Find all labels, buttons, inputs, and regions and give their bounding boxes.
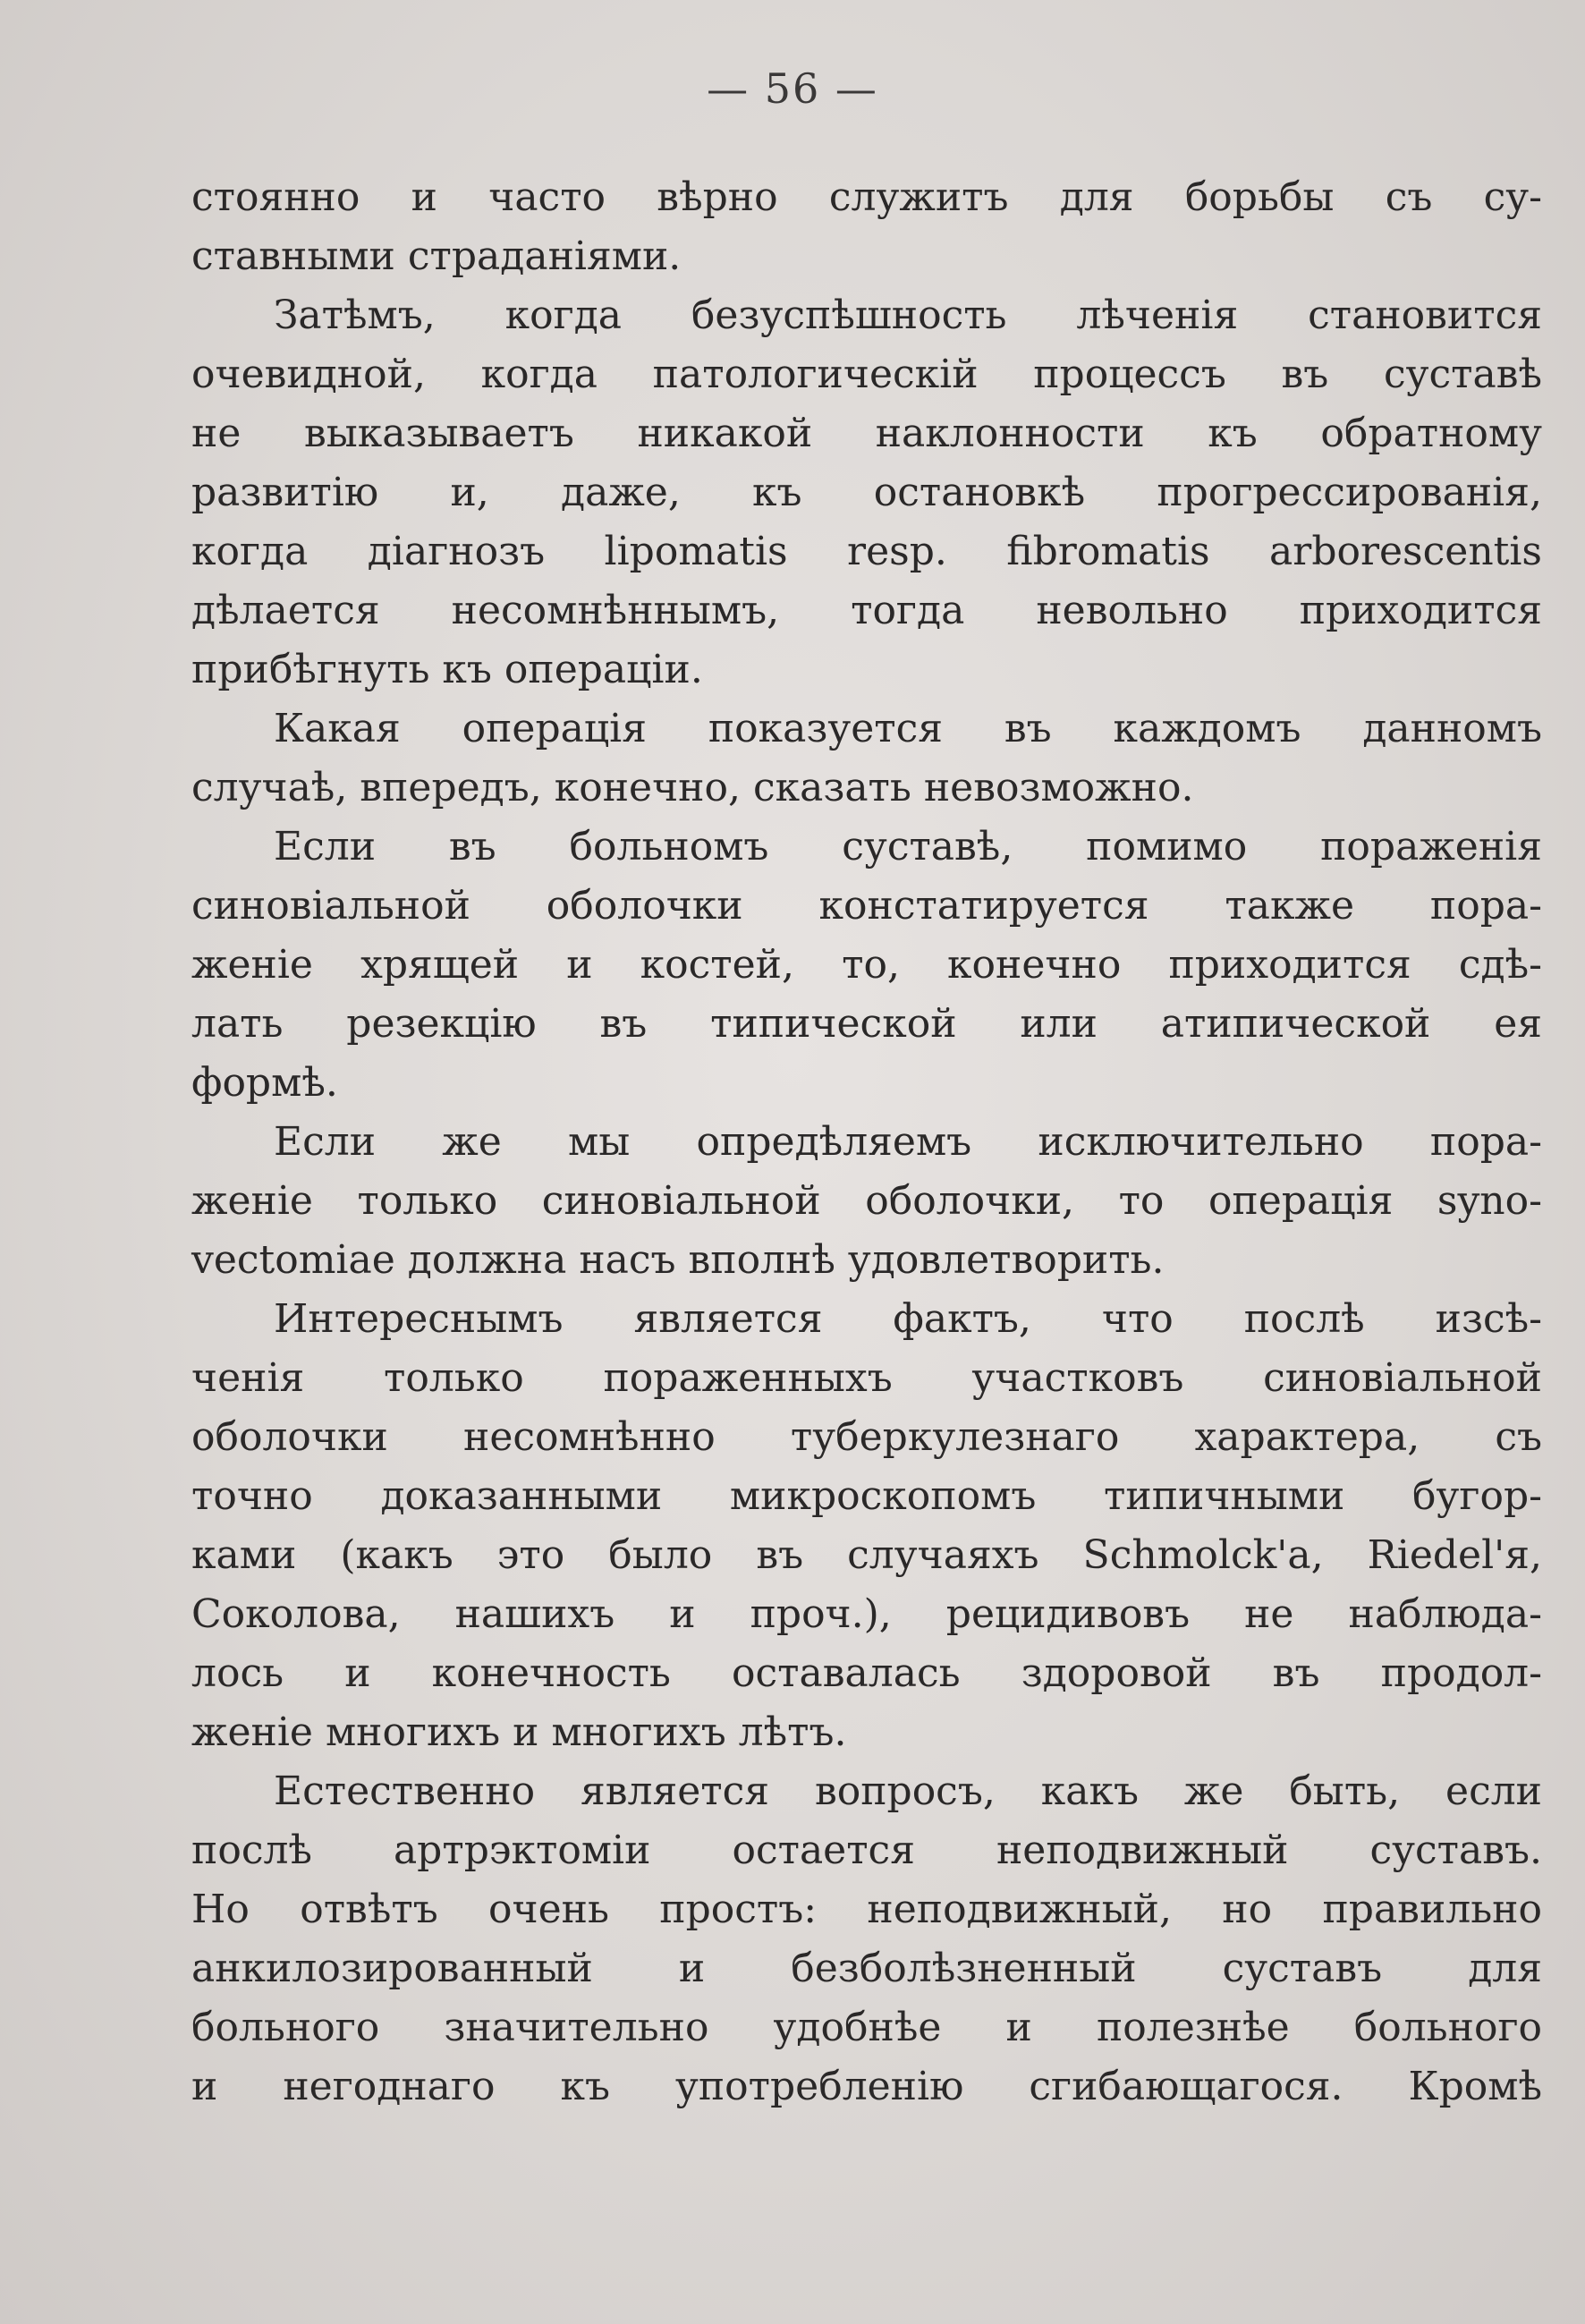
text-line: когда діагнозъ lipomatis resp. fibromatis arborescentis — [191, 529, 1542, 574]
text-line: анкилозированный и безболѣзненный суставъ для — [191, 1946, 1542, 1991]
text-line: Но отвѣтъ очень простъ: неподвижный, но правильно — [191, 1887, 1542, 1932]
text-line: Затѣмъ, когда безуспѣшность лѣченія становится — [274, 293, 1542, 338]
text-line: формѣ. — [191, 1060, 338, 1106]
text-line: vectomiae должна насъ вполнѣ удовлетворить. — [191, 1237, 1165, 1283]
body-text — [191, 168, 1542, 2116]
text-line: Соколова, нашихъ и проч.), рецидивовъ не наблюда- — [191, 1591, 1542, 1637]
text-line: Если въ больномъ суставѣ, помимо пораженія — [274, 824, 1542, 869]
text-line: прибѣгнуть къ операціи. — [191, 647, 703, 692]
page-number: — 56 — — [707, 64, 878, 113]
text-line: развитію и, даже, къ остановкѣ прогрессированія, — [191, 470, 1542, 515]
text-line: больного значительно удобнѣе и полезнѣе больного — [191, 2005, 1542, 2050]
text-line: лать резекцію въ типической или атипической ея — [191, 1001, 1542, 1047]
text-line: женіе хрящей и костей, то, конечно приходится сдѣ- — [191, 942, 1542, 988]
text-line: дѣлается несомнѣннымъ, тогда невольно приходится — [191, 588, 1542, 633]
text-line: послѣ артрэктоміи остается неподвижный суставъ. — [191, 1828, 1542, 1873]
text-line: женіе только синовіальной оболочки, то операція syno- — [191, 1178, 1542, 1224]
text-line: точно доказанными микроскопомъ типичными бугор- — [191, 1473, 1542, 1519]
text-line: стоянно и часто вѣрно служитъ для борьбы съ су- — [191, 174, 1542, 220]
text-line: очевидной, когда патологическій процессъ въ суставѣ — [191, 352, 1542, 397]
text-line: Какая операція показуется въ каждомъ данномъ — [274, 706, 1542, 751]
text-line: женіе многихъ и многихъ лѣтъ. — [191, 1709, 847, 1755]
text-line: и негоднаго къ употребленію сгибающагося. Кромѣ — [191, 2064, 1542, 2109]
text-line: Если же мы опредѣляемъ исключительно пора- — [274, 1119, 1542, 1165]
text-line: лось и конечность оставалась здоровой въ продол- — [191, 1650, 1542, 1696]
text-line: Интереснымъ является фактъ, что послѣ изсѣ- — [274, 1296, 1542, 1342]
text-line: синовіальной оболочки констатируется также пора- — [191, 883, 1542, 929]
text-line: Естественно является вопросъ, какъ же быть, если — [274, 1768, 1542, 1814]
text-line: ставными страданіями. — [191, 233, 682, 279]
text-line: случаѣ, впередъ, конечно, сказать невозможно. — [191, 765, 1194, 810]
text-line: не выказываетъ никакой наклонности къ обратному — [191, 411, 1542, 456]
text-line: оболочки несомнѣнно туберкулезнаго характера, съ — [191, 1414, 1542, 1460]
text-line: ченія только пораженныхъ участковъ синовіальной — [191, 1355, 1542, 1401]
text-line: ками (какъ это было въ случаяхъ Schmolck'a, Riedel'я, — [191, 1532, 1542, 1578]
